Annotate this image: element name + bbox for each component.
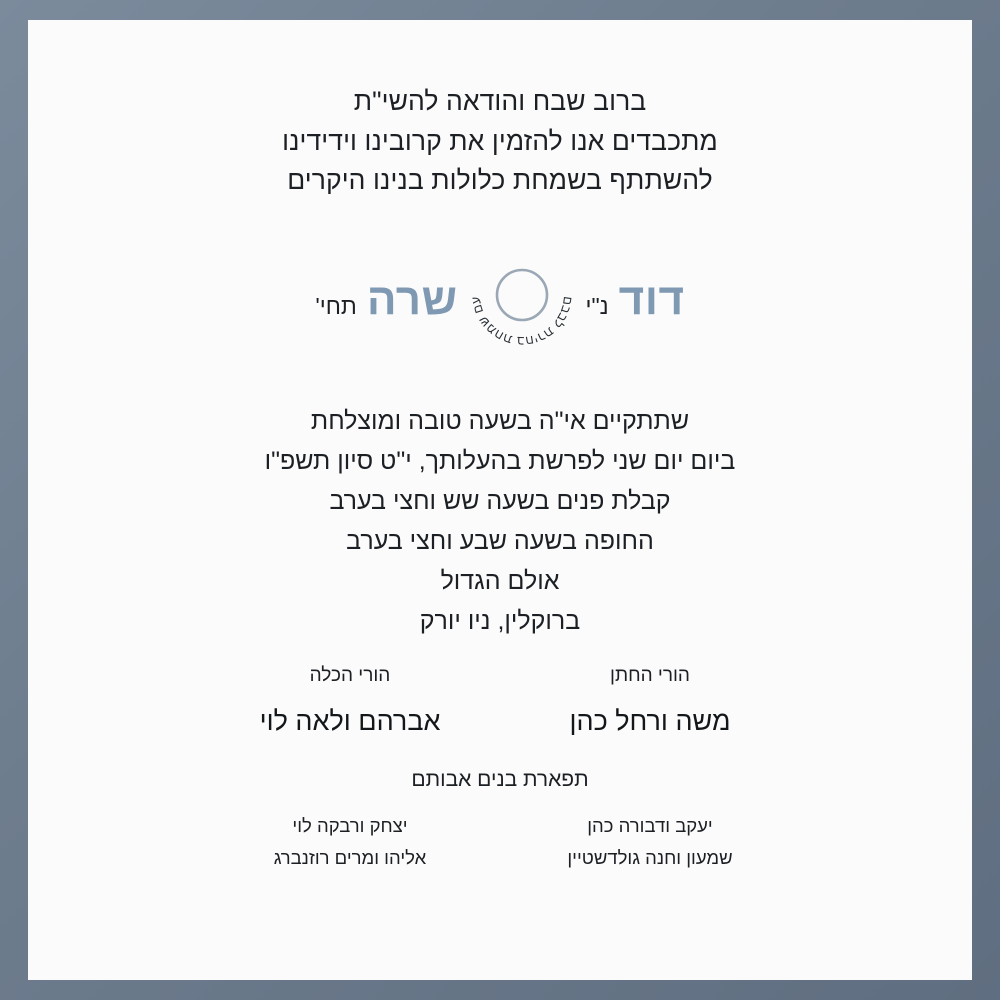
groom-grandparents-line-2: שמעון וחנה גולדשטיין xyxy=(567,846,733,868)
intro-block xyxy=(28,82,972,201)
ring-circle xyxy=(497,270,547,320)
intro-line-2: מתכבדים אנו להזמין את קרובינו וידידינו xyxy=(282,125,718,156)
ring-text: עם שמחת בחירת לבבם xyxy=(468,295,575,348)
groom-parents-names: משה ורחל כהן xyxy=(569,705,731,736)
grandparents-title: תפארת בנים אבותם xyxy=(411,768,589,792)
venue-name: אולם הגדול xyxy=(440,566,560,595)
bride-name: שרה xyxy=(366,274,458,324)
detail-line-4: החופה בשעה שבע וחצי בערב xyxy=(346,526,654,555)
groom-name: דוד xyxy=(618,274,685,324)
detail-line-1: שתתקיים אי"ה בשעה טובה ומוצלחת xyxy=(310,406,690,435)
venue-location: ברוקלין, ניו יורק xyxy=(419,606,581,635)
bride-parents-label: הורי הכלה xyxy=(309,664,391,686)
grandparents-section xyxy=(28,810,972,874)
bride-parents-names: אברהם ולאה לוי xyxy=(259,705,441,736)
bride-parents-column xyxy=(200,665,500,740)
intro-line-3: להשתתף בשמחת כלולות בנינו היקרים xyxy=(287,165,713,196)
groom-parents-label: הורי החתן xyxy=(610,664,690,686)
bride-grandparents-line-1: יצחק ורבקה לוי xyxy=(292,815,408,837)
event-details-block xyxy=(28,401,972,641)
detail-line-2: ביום יום שני לפרשת בהעלותך, י"ט סיון תשפ"ו xyxy=(264,446,736,475)
parents-section xyxy=(28,665,972,740)
invitation-card xyxy=(28,20,972,980)
bride-name-block xyxy=(315,275,457,325)
groom-grandparents-column xyxy=(500,810,800,874)
bride-grandparents-column xyxy=(200,810,500,874)
intro-line-1: ברוב שבח והודאה להשי"ת xyxy=(353,86,647,116)
groom-name-block xyxy=(586,275,685,325)
groom-grandparents-line-1: יעקב ודבורה כהן xyxy=(587,815,713,837)
bride-grandparents-line-2: אליהו ומרים רוזנברג xyxy=(273,846,427,868)
groom-parents-column xyxy=(500,665,800,740)
groom-honorific: נ"י xyxy=(585,292,609,319)
invitation-content xyxy=(28,20,972,874)
couple-names-row xyxy=(28,245,972,355)
detail-line-3: קבלת פנים בשעה שש וחצי בערב xyxy=(329,486,671,515)
bride-honorific: תחי' xyxy=(315,292,357,319)
ring-emblem xyxy=(458,245,586,355)
